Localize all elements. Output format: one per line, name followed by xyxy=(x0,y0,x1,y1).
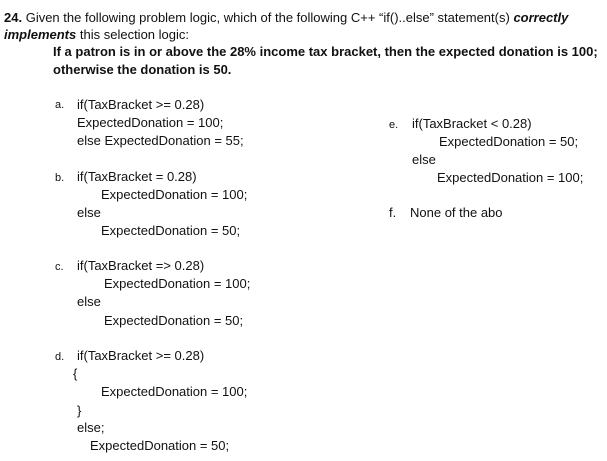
option-d-code-6: ExpectedDonation = 50; xyxy=(90,438,230,453)
option-e-label: e. xyxy=(389,119,399,131)
option-e-code-3: else xyxy=(412,152,436,167)
option-e-code-4: ExpectedDonation = 100; xyxy=(437,170,584,185)
option-c-code-3: else xyxy=(77,294,101,309)
option-a-label: a. xyxy=(55,99,65,111)
option-b-code-4: ExpectedDonation = 50; xyxy=(101,223,241,238)
option-d-code-1: if(TaxBracket >= 0.28) xyxy=(77,348,205,363)
question-text-2: this selection logic: xyxy=(79,27,189,42)
option-d-code-4: } xyxy=(77,403,82,418)
question-line-2 xyxy=(4,27,189,43)
option-a-code-2: ExpectedDonation = 100; xyxy=(77,115,224,130)
option-b-code-2: ExpectedDonation = 100; xyxy=(101,187,248,202)
option-d-code-2: { xyxy=(73,366,78,381)
option-b-code-1: if(TaxBracket = 0.28) xyxy=(77,169,197,184)
option-a-code-3: else ExpectedDonation = 55; xyxy=(77,133,244,148)
option-b-code-3: else xyxy=(77,205,101,220)
option-f-label: f. xyxy=(389,205,397,220)
option-d-label: d. xyxy=(55,351,65,363)
problem-logic-line-1: If a patron is in or above the 28% income tax bracket, then the expected donation is 100; xyxy=(53,44,598,59)
option-d-code-5: else; xyxy=(77,420,105,435)
option-a-code-1: if(TaxBracket >= 0.28) xyxy=(77,97,205,112)
option-f-text: None of the abo xyxy=(410,205,503,220)
question-text-1: Given the following problem logic, which of the following C++ “if()..else” statement(s) xyxy=(25,10,510,25)
option-c-code-2: ExpectedDonation = 100; xyxy=(104,276,251,291)
option-e-code-2: ExpectedDonation = 50; xyxy=(439,134,579,149)
option-c-code-4: ExpectedDonation = 50; xyxy=(104,313,244,328)
question-number: 24. xyxy=(4,10,23,25)
question-emphasis-implements: implements xyxy=(4,27,77,42)
option-e-code-1: if(TaxBracket < 0.28) xyxy=(412,116,532,131)
question-line-1 xyxy=(4,10,568,26)
question-emphasis-correctly: correctly xyxy=(513,10,569,25)
option-d-code-3: ExpectedDonation = 100; xyxy=(101,384,248,399)
option-c-code-1: if(TaxBracket => 0.28) xyxy=(77,258,205,273)
problem-logic-line-2: otherwise the donation is 50. xyxy=(53,62,232,77)
option-c-label: c. xyxy=(55,261,64,273)
option-b-label: b. xyxy=(55,172,65,184)
